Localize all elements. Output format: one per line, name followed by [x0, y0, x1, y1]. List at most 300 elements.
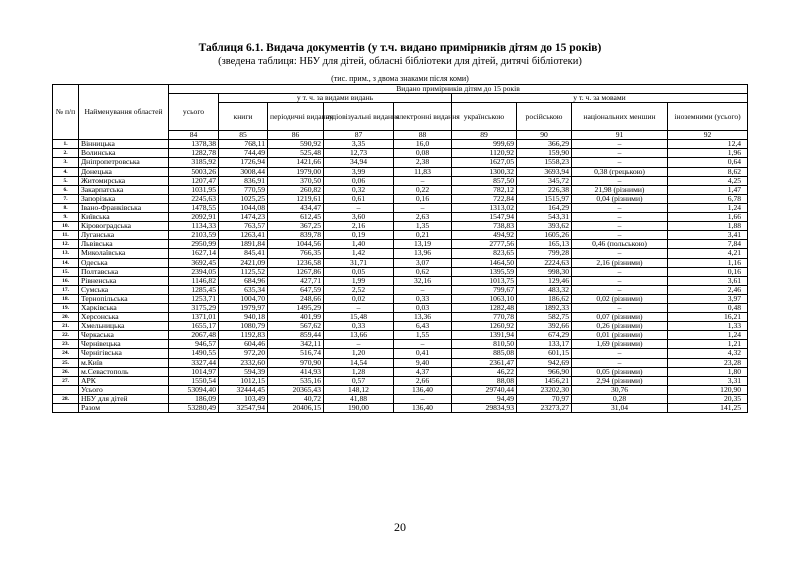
- cell-electronic: 0,03: [394, 303, 452, 312]
- cell-total: 1627,14: [169, 249, 219, 258]
- cell-ukrainian: 810,50: [452, 340, 517, 349]
- page-number: 20: [394, 520, 406, 534]
- row-region: Волинська: [79, 149, 169, 158]
- table-row: [53, 331, 748, 340]
- row-region: Запорізька: [79, 194, 169, 203]
- cell-ukrainian: 2777,56: [452, 240, 517, 249]
- cell-electronic: 0,62: [394, 267, 452, 276]
- cell-foreign: 3,41: [668, 231, 748, 240]
- cell-minority: –: [572, 358, 668, 367]
- cell-periodicals: 248,66: [268, 294, 324, 303]
- cell-books: 940,18: [219, 313, 268, 322]
- cell-minority: 21,98 (різними): [572, 185, 668, 194]
- row-region: Хмельницька: [79, 322, 169, 331]
- row-region: Львівська: [79, 240, 169, 249]
- cell-total: 1014,97: [169, 367, 219, 376]
- cell-audiovisual: –: [324, 203, 394, 212]
- cell-periodicals: 1236,58: [268, 258, 324, 267]
- cell-total: 2103,59: [169, 231, 219, 240]
- cell-minority: –: [572, 267, 668, 276]
- cell-electronic: 136,40: [394, 385, 452, 394]
- table-row: [53, 349, 748, 358]
- row-region: Дніпропетровська: [79, 158, 169, 167]
- cell-minority: 31,04: [572, 404, 668, 413]
- cell-total: 1031,95: [169, 185, 219, 194]
- table-row: [53, 176, 748, 185]
- cell-minority: –: [572, 158, 668, 167]
- row-region: Разом: [79, 404, 169, 413]
- table-row: [53, 276, 748, 285]
- cell-electronic: –: [394, 203, 452, 212]
- cell-ukrainian: 94,49: [452, 394, 517, 403]
- cell-books: 3008,44: [219, 167, 268, 176]
- cell-audiovisual: 0,19: [324, 231, 394, 240]
- cell-books: 1979,97: [219, 303, 268, 312]
- table-row: [53, 194, 748, 203]
- header-region: Найменування областей: [79, 85, 169, 140]
- cell-books: 836,91: [219, 176, 268, 185]
- cell-books: 32547,94: [219, 404, 268, 413]
- cell-ukrainian: 1395,59: [452, 267, 517, 276]
- cell-ukrainian: 857,50: [452, 176, 517, 185]
- cell-books: 2332,60: [219, 358, 268, 367]
- cell-audiovisual: 3,35: [324, 140, 394, 149]
- cell-foreign: 4,25: [668, 176, 748, 185]
- cell-total: 186,09: [169, 394, 219, 403]
- row-region: Чернівецька: [79, 340, 169, 349]
- cell-total: 1146,82: [169, 276, 219, 285]
- col-number: 86: [268, 131, 324, 140]
- cell-total: 2394,05: [169, 267, 219, 276]
- cell-electronic: –: [394, 340, 452, 349]
- row-region: Харківська: [79, 303, 169, 312]
- row-number: 6.: [53, 185, 79, 194]
- cell-russian: 345,72: [517, 176, 572, 185]
- row-number: 16.: [53, 276, 79, 285]
- cell-electronic: 11,83: [394, 167, 452, 176]
- cell-russian: 966,90: [517, 367, 572, 376]
- cell-periodicals: 20406,15: [268, 404, 324, 413]
- cell-russian: 23202,30: [517, 385, 572, 394]
- cell-ukrainian: 782,12: [452, 185, 517, 194]
- row-number: 10.: [53, 222, 79, 231]
- cell-minority: 0,05 (різними): [572, 367, 668, 376]
- header-ukrainian: українською: [452, 103, 517, 131]
- cell-electronic: 0,08: [394, 149, 452, 158]
- row-number: 28.: [53, 394, 79, 403]
- row-number: 20.: [53, 313, 79, 322]
- cell-electronic: 136,40: [394, 404, 452, 413]
- cell-electronic: 2,38: [394, 158, 452, 167]
- cell-foreign: 1,33: [668, 322, 748, 331]
- cell-periodicals: 40,72: [268, 394, 324, 403]
- cell-foreign: 1,88: [668, 222, 748, 231]
- cell-ukrainian: 1013,75: [452, 276, 517, 285]
- cell-minority: –: [572, 303, 668, 312]
- cell-foreign: 1,96: [668, 149, 748, 158]
- cell-audiovisual: 0,02: [324, 294, 394, 303]
- cell-periodicals: 859,44: [268, 331, 324, 340]
- cell-russian: 366,29: [517, 140, 572, 149]
- table-row: [53, 294, 748, 303]
- cell-periodicals: 20365,43: [268, 385, 324, 394]
- cell-total: 1285,45: [169, 285, 219, 294]
- cell-books: 1726,94: [219, 158, 268, 167]
- cell-electronic: –: [394, 176, 452, 185]
- cell-ukrainian: 722,84: [452, 194, 517, 203]
- cell-ukrainian: 2361,47: [452, 358, 517, 367]
- cell-ukrainian: 1464,50: [452, 258, 517, 267]
- row-region: Житомирська: [79, 176, 169, 185]
- header-russian: російською: [517, 103, 572, 131]
- cell-total: 53280,49: [169, 404, 219, 413]
- cell-audiovisual: 3,60: [324, 213, 394, 222]
- cell-russian: 1515,97: [517, 194, 572, 203]
- cell-minority: 1,69 (різними): [572, 340, 668, 349]
- row-number: 21.: [53, 322, 79, 331]
- row-number: 11.: [53, 231, 79, 240]
- cell-minority: 0,04 (різними): [572, 194, 668, 203]
- row-region: Київська: [79, 213, 169, 222]
- cell-total: 1655,17: [169, 322, 219, 331]
- cell-periodicals: 427,71: [268, 276, 324, 285]
- cell-russian: 133,17: [517, 340, 572, 349]
- cell-russian: 942,69: [517, 358, 572, 367]
- cell-total: 2067,48: [169, 331, 219, 340]
- cell-foreign: 0,16: [668, 267, 748, 276]
- row-number: 7.: [53, 194, 79, 203]
- cell-russian: 23273,27: [517, 404, 572, 413]
- cell-total: 2092,91: [169, 213, 219, 222]
- cell-periodicals: 367,25: [268, 222, 324, 231]
- col-number: 88: [394, 131, 452, 140]
- cell-electronic: 4,37: [394, 367, 452, 376]
- cell-audiovisual: 14,54: [324, 358, 394, 367]
- cell-total: 1378,38: [169, 140, 219, 149]
- cell-russian: 129,46: [517, 276, 572, 285]
- header-foreign: іноземними (усього): [668, 103, 748, 131]
- row-region: Миколаївська: [79, 249, 169, 258]
- cell-electronic: 3,07: [394, 258, 452, 267]
- cell-periodicals: 1421,66: [268, 158, 324, 167]
- cell-total: 5003,26: [169, 167, 219, 176]
- units-note: (тис. прим., з двома знаками після коми): [331, 74, 469, 83]
- cell-ukrainian: 46,22: [452, 367, 517, 376]
- cell-ukrainian: 1063,10: [452, 294, 517, 303]
- cell-russian: 1605,26: [517, 231, 572, 240]
- cell-russian: 799,28: [517, 249, 572, 258]
- cell-russian: 226,38: [517, 185, 572, 194]
- cell-audiovisual: 34,94: [324, 158, 394, 167]
- cell-total: 3185,92: [169, 158, 219, 167]
- cell-total: 3327,44: [169, 358, 219, 367]
- cell-ukrainian: 770,78: [452, 313, 517, 322]
- cell-audiovisual: 2,52: [324, 285, 394, 294]
- col-number: 89: [452, 131, 517, 140]
- row-region: Луганська: [79, 231, 169, 240]
- page-title: Таблиця 6.1. Видача документів (у т.ч. видано примірників дітям до 15 років): [198, 42, 602, 54]
- cell-total: 1550,54: [169, 376, 219, 385]
- table-row: [53, 167, 748, 176]
- cell-ukrainian: 738,83: [452, 222, 517, 231]
- cell-books: 763,57: [219, 222, 268, 231]
- cell-minority: 0,02 (різними): [572, 294, 668, 303]
- table-row: [53, 385, 748, 394]
- cell-foreign: 0,48: [668, 303, 748, 312]
- cell-foreign: 3,97: [668, 294, 748, 303]
- cell-books: 972,20: [219, 349, 268, 358]
- row-number: 1.: [53, 140, 79, 149]
- cell-foreign: 12,4: [668, 140, 748, 149]
- header-total: усього: [169, 94, 219, 131]
- table-row: [53, 376, 748, 385]
- cell-books: 1004,70: [219, 294, 268, 303]
- row-number: 9.: [53, 213, 79, 222]
- table-row: [53, 267, 748, 276]
- cell-minority: –: [572, 285, 668, 294]
- cell-minority: 0,28: [572, 394, 668, 403]
- cell-electronic: 0,41: [394, 349, 452, 358]
- table-row: [53, 358, 748, 367]
- row-number: 2.: [53, 149, 79, 158]
- row-region: Закарпатська: [79, 185, 169, 194]
- cell-minority: 30,76: [572, 385, 668, 394]
- header-by-type: у т. ч. за видами видань: [219, 94, 452, 103]
- cell-electronic: 13,19: [394, 240, 452, 249]
- row-region: Херсонська: [79, 313, 169, 322]
- cell-minority: –: [572, 213, 668, 222]
- row-region: Сумська: [79, 285, 169, 294]
- cell-foreign: 1,16: [668, 258, 748, 267]
- cell-total: 1282,78: [169, 149, 219, 158]
- cell-russian: 582,75: [517, 313, 572, 322]
- cell-audiovisual: 1,42: [324, 249, 394, 258]
- table-row: [53, 149, 748, 158]
- cell-periodicals: 1495,29: [268, 303, 324, 312]
- table-row: [53, 222, 748, 231]
- cell-russian: 70,97: [517, 394, 572, 403]
- cell-total: 2245,63: [169, 194, 219, 203]
- cell-russian: 165,13: [517, 240, 572, 249]
- cell-electronic: 13,36: [394, 313, 452, 322]
- cell-total: 1490,55: [169, 349, 219, 358]
- header-books: книги: [219, 103, 268, 131]
- table-row: [53, 258, 748, 267]
- cell-russian: 186,62: [517, 294, 572, 303]
- table-row: [53, 394, 748, 403]
- row-number: 18.: [53, 294, 79, 303]
- cell-russian: 998,30: [517, 267, 572, 276]
- row-region: Одеська: [79, 258, 169, 267]
- cell-audiovisual: 0,57: [324, 376, 394, 385]
- cell-books: 2421,09: [219, 258, 268, 267]
- cell-periodicals: 516,74: [268, 349, 324, 358]
- cell-audiovisual: 0,33: [324, 322, 394, 331]
- cell-foreign: 1,47: [668, 185, 748, 194]
- cell-audiovisual: 0,61: [324, 194, 394, 203]
- cell-minority: 0,01 (різними): [572, 331, 668, 340]
- cell-books: 845,41: [219, 249, 268, 258]
- cell-total: 1134,33: [169, 222, 219, 231]
- cell-electronic: 2,63: [394, 213, 452, 222]
- table-row: [53, 404, 748, 413]
- cell-periodicals: 401,99: [268, 313, 324, 322]
- cell-russian: 159,90: [517, 149, 572, 158]
- cell-periodicals: 590,92: [268, 140, 324, 149]
- row-region: Донецька: [79, 167, 169, 176]
- table-row: [53, 367, 748, 376]
- table-row: [53, 240, 748, 249]
- col-number: 92: [668, 131, 748, 140]
- table-row: [53, 340, 748, 349]
- cell-minority: –: [572, 222, 668, 231]
- cell-books: 1263,41: [219, 231, 268, 240]
- cell-books: 1125,52: [219, 267, 268, 276]
- row-number: 12.: [53, 240, 79, 249]
- cell-audiovisual: 1,20: [324, 349, 394, 358]
- cell-minority: –: [572, 276, 668, 285]
- cell-foreign: 23,28: [668, 358, 748, 367]
- table-row: [53, 213, 748, 222]
- cell-periodicals: 370,50: [268, 176, 324, 185]
- cell-foreign: 3,31: [668, 376, 748, 385]
- table-body: [53, 140, 748, 413]
- cell-electronic: 16,0: [394, 140, 452, 149]
- cell-audiovisual: 3,99: [324, 167, 394, 176]
- col-number: 84: [169, 131, 219, 140]
- cell-foreign: 2,46: [668, 285, 748, 294]
- row-number: 8.: [53, 203, 79, 212]
- table-row: [53, 158, 748, 167]
- cell-periodicals: 342,11: [268, 340, 324, 349]
- header-by-language: у т. ч. за мовами: [452, 94, 748, 103]
- row-region: Кіровоградська: [79, 222, 169, 231]
- row-region: Рівненська: [79, 276, 169, 285]
- table-row: [53, 203, 748, 212]
- cell-ukrainian: 29740,44: [452, 385, 517, 394]
- cell-minority: –: [572, 140, 668, 149]
- cell-books: 1192,83: [219, 331, 268, 340]
- cell-minority: –: [572, 176, 668, 185]
- row-region: Вінницька: [79, 140, 169, 149]
- cell-audiovisual: 15,48: [324, 313, 394, 322]
- cell-electronic: 32,16: [394, 276, 452, 285]
- cell-ukrainian: 1300,32: [452, 167, 517, 176]
- cell-foreign: 1,24: [668, 331, 748, 340]
- row-region: НБУ для дітей: [79, 394, 169, 403]
- row-number: 13.: [53, 249, 79, 258]
- cell-ukrainian: 999,69: [452, 140, 517, 149]
- cell-audiovisual: 12,73: [324, 149, 394, 158]
- table-row: [53, 313, 748, 322]
- table-row: [53, 303, 748, 312]
- cell-minority: 0,38 (грецькою): [572, 167, 668, 176]
- row-number: 15.: [53, 267, 79, 276]
- cell-ukrainian: 1120,92: [452, 149, 517, 158]
- cell-audiovisual: 148,12: [324, 385, 394, 394]
- cell-periodicals: 414,93: [268, 367, 324, 376]
- cell-books: 768,11: [219, 140, 268, 149]
- cell-audiovisual: 41,88: [324, 394, 394, 403]
- row-region: м.Київ: [79, 358, 169, 367]
- header-electronic: електронні видання: [394, 103, 452, 131]
- row-region: Полтавська: [79, 267, 169, 276]
- cell-audiovisual: 1,40: [324, 240, 394, 249]
- cell-audiovisual: 0,05: [324, 267, 394, 276]
- cell-audiovisual: 1,28: [324, 367, 394, 376]
- row-number: 3.: [53, 158, 79, 167]
- row-region: м.Севастополь: [79, 367, 169, 376]
- cell-audiovisual: 0,06: [324, 176, 394, 185]
- table-row: [53, 322, 748, 331]
- cell-audiovisual: 190,00: [324, 404, 394, 413]
- cell-foreign: 8,62: [668, 167, 748, 176]
- cell-ukrainian: 1260,92: [452, 322, 517, 331]
- cell-books: 594,39: [219, 367, 268, 376]
- cell-minority: 0,26 (різними): [572, 322, 668, 331]
- row-number: 27.: [53, 376, 79, 385]
- cell-books: 1044,08: [219, 203, 268, 212]
- cell-books: 684,96: [219, 276, 268, 285]
- header-num: № п/п: [53, 85, 79, 140]
- cell-electronic: 9,40: [394, 358, 452, 367]
- row-region: АРК: [79, 376, 169, 385]
- cell-minority: –: [572, 203, 668, 212]
- cell-electronic: 0,21: [394, 231, 452, 240]
- table-row: [53, 249, 748, 258]
- cell-electronic: 0,16: [394, 194, 452, 203]
- cell-periodicals: 612,45: [268, 213, 324, 222]
- cell-audiovisual: 0,32: [324, 185, 394, 194]
- cell-russian: 393,62: [517, 222, 572, 231]
- cell-periodicals: 839,78: [268, 231, 324, 240]
- row-region: Івано-Франківська: [79, 203, 169, 212]
- cell-foreign: 0,64: [668, 158, 748, 167]
- cell-ukrainian: 1282,48: [452, 303, 517, 312]
- cell-electronic: –: [394, 394, 452, 403]
- cell-foreign: 3,61: [668, 276, 748, 285]
- col-number: 91: [572, 131, 668, 140]
- cell-foreign: 4,32: [668, 349, 748, 358]
- cell-periodicals: 1979,00: [268, 167, 324, 176]
- cell-minority: –: [572, 231, 668, 240]
- cell-ukrainian: 823,65: [452, 249, 517, 258]
- cell-electronic: 1,35: [394, 222, 452, 231]
- cell-books: 1025,25: [219, 194, 268, 203]
- cell-russian: 1558,23: [517, 158, 572, 167]
- table-row: [53, 285, 748, 294]
- row-number: [53, 385, 79, 394]
- cell-books: 32444,45: [219, 385, 268, 394]
- cell-ukrainian: 494,92: [452, 231, 517, 240]
- cell-russian: 543,31: [517, 213, 572, 222]
- cell-books: 770,59: [219, 185, 268, 194]
- cell-periodicals: 434,47: [268, 203, 324, 212]
- cell-electronic: 1,55: [394, 331, 452, 340]
- row-region: Усього: [79, 385, 169, 394]
- row-number: 17.: [53, 285, 79, 294]
- cell-foreign: 7,84: [668, 240, 748, 249]
- cell-russian: 2224,63: [517, 258, 572, 267]
- cell-books: 744,49: [219, 149, 268, 158]
- row-region: Тернопільська: [79, 294, 169, 303]
- row-number: 19.: [53, 303, 79, 312]
- cell-electronic: –: [394, 285, 452, 294]
- cell-total: 946,57: [169, 340, 219, 349]
- cell-russian: 601,15: [517, 349, 572, 358]
- cell-ukrainian: 1313,02: [452, 203, 517, 212]
- cell-minority: –: [572, 249, 668, 258]
